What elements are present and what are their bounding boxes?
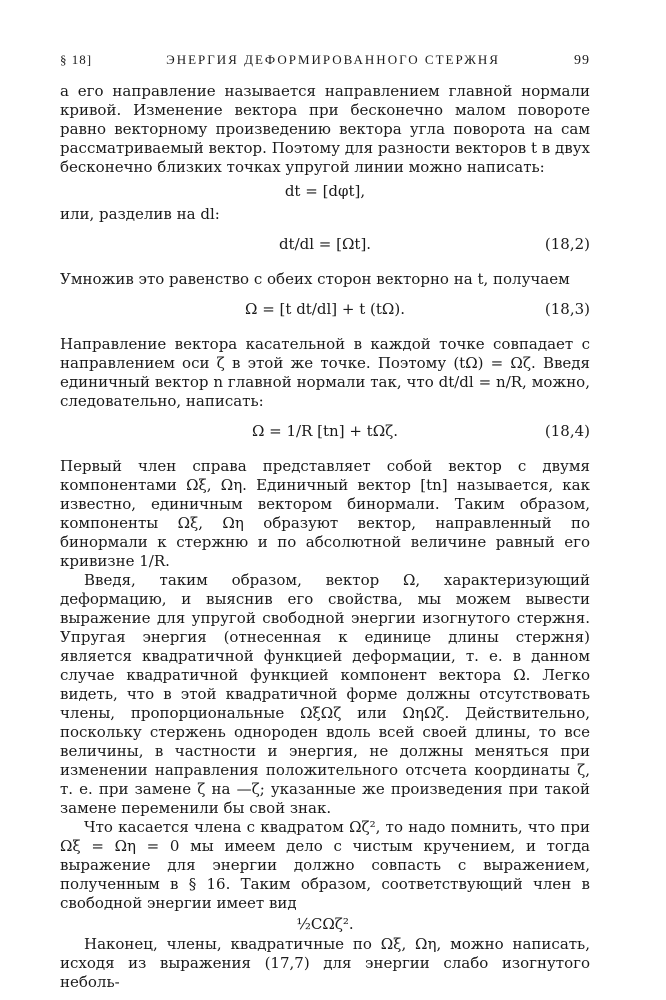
equation-dt (60, 177, 590, 205)
equation-18-4-formula: Ω = 1/R [tn] + tΩζ. (251, 422, 399, 440)
book-page (60, 52, 590, 992)
paragraph-4: Направление вектора касательной в каждой точке совпадает с направлением оси ζ в этой же точке. Поэтому (tΩ) = Ωζ. Введя единичный вектор n главной нормали так, что dt/dl = n/R, можно, следовательно, написать: (60, 335, 590, 410)
equation-dt-formula: dt = [dφt], (284, 182, 366, 200)
equation-18-4-number: (18,4) (544, 422, 590, 440)
paragraph-8: Наконец, члены, квадратичные по Ωξ, Ωη, можно написать, исходя из выражения (17,7) для энергии слабо изогнутого неболь- (60, 935, 590, 991)
equation-18-4 (60, 411, 590, 451)
equation-18-3-number: (18,3) (544, 300, 590, 318)
equation-18-2 (60, 224, 590, 264)
running-title: ЭНЕРГИЯ ДЕФОРМИРОВАННОГО СТЕРЖНЯ (166, 52, 500, 67)
equation-18-2-number: (18,2) (544, 235, 590, 253)
paragraph-2: или, разделив на dl: (60, 205, 220, 223)
equation-torsion-term: ½CΩζ². (296, 915, 354, 933)
paragraph-1: а его направление называется направлением главной нормали кривой. Изменение вектора при бесконечно малом повороте равно векторному произведению вектора угла поворота на сам рассматриваемый вектор. Поэтому для разности векторов t в двух бесконечно близких точках упругой линии можно написать: (60, 82, 590, 176)
equation-18-3-formula: Ω = [t dt/dl] + t (tΩ). (245, 300, 405, 318)
equation-18-2-formula: dt/dl = [Ωt]. (278, 235, 372, 253)
section-marker: § 18] (60, 52, 93, 67)
page-number: 99 (573, 53, 590, 68)
paragraph-7: Что касается члена с квадратом Ωζ², то надо помнить, что при Ωξ = Ωη = 0 мы имеем дело с чистым кручением, и тогда выражение для энергии должно совпасть с выражением, полученным в § 16. Таким образом, соответствующий член в свободной энергии имеет вид (60, 818, 590, 912)
running-head (60, 52, 590, 72)
paragraph-5: Первый член справа представляет собой вектор с двумя компонентами Ωξ, Ωη. Единичный вектор [tn] называется, как известно, единичным вектором бинормали. Таким образом, компоненты Ωξ, Ωη образуют вектор, направленный по бинормали к стержню и по абсолютной величине равный его кривизне 1/R. (60, 457, 590, 570)
paragraph-3: Умножив это равенство с обеих сторон векторно на t, получаем (60, 270, 570, 288)
paragraph-6: Введя, таким образом, вектор Ω, характеризующий деформацию, и выяснив его свойства, мы можем вывести выражение для упругой свободной энергии изогнутого стержня. Упругая энергия (отнесенная к единице длины стержня) является квадратичной функцией деформации, т. е. в данном случае квадратичной функцией компонент вектора Ω. Легко видеть, что в этой квадратичной форме должны отсутствовать члены, пропорциональные ΩξΩζ или ΩηΩζ. Действительно, поскольку стержень однороден вдоль всей своей длины, то все величины, в частности и энергия, не должны меняться при изменении направления положительного отсчета координаты ζ, т. е. при замене ζ на —ζ; указанные же произведения при такой замене переменили бы свой знак. (60, 571, 590, 817)
equation-18-3 (60, 289, 590, 329)
